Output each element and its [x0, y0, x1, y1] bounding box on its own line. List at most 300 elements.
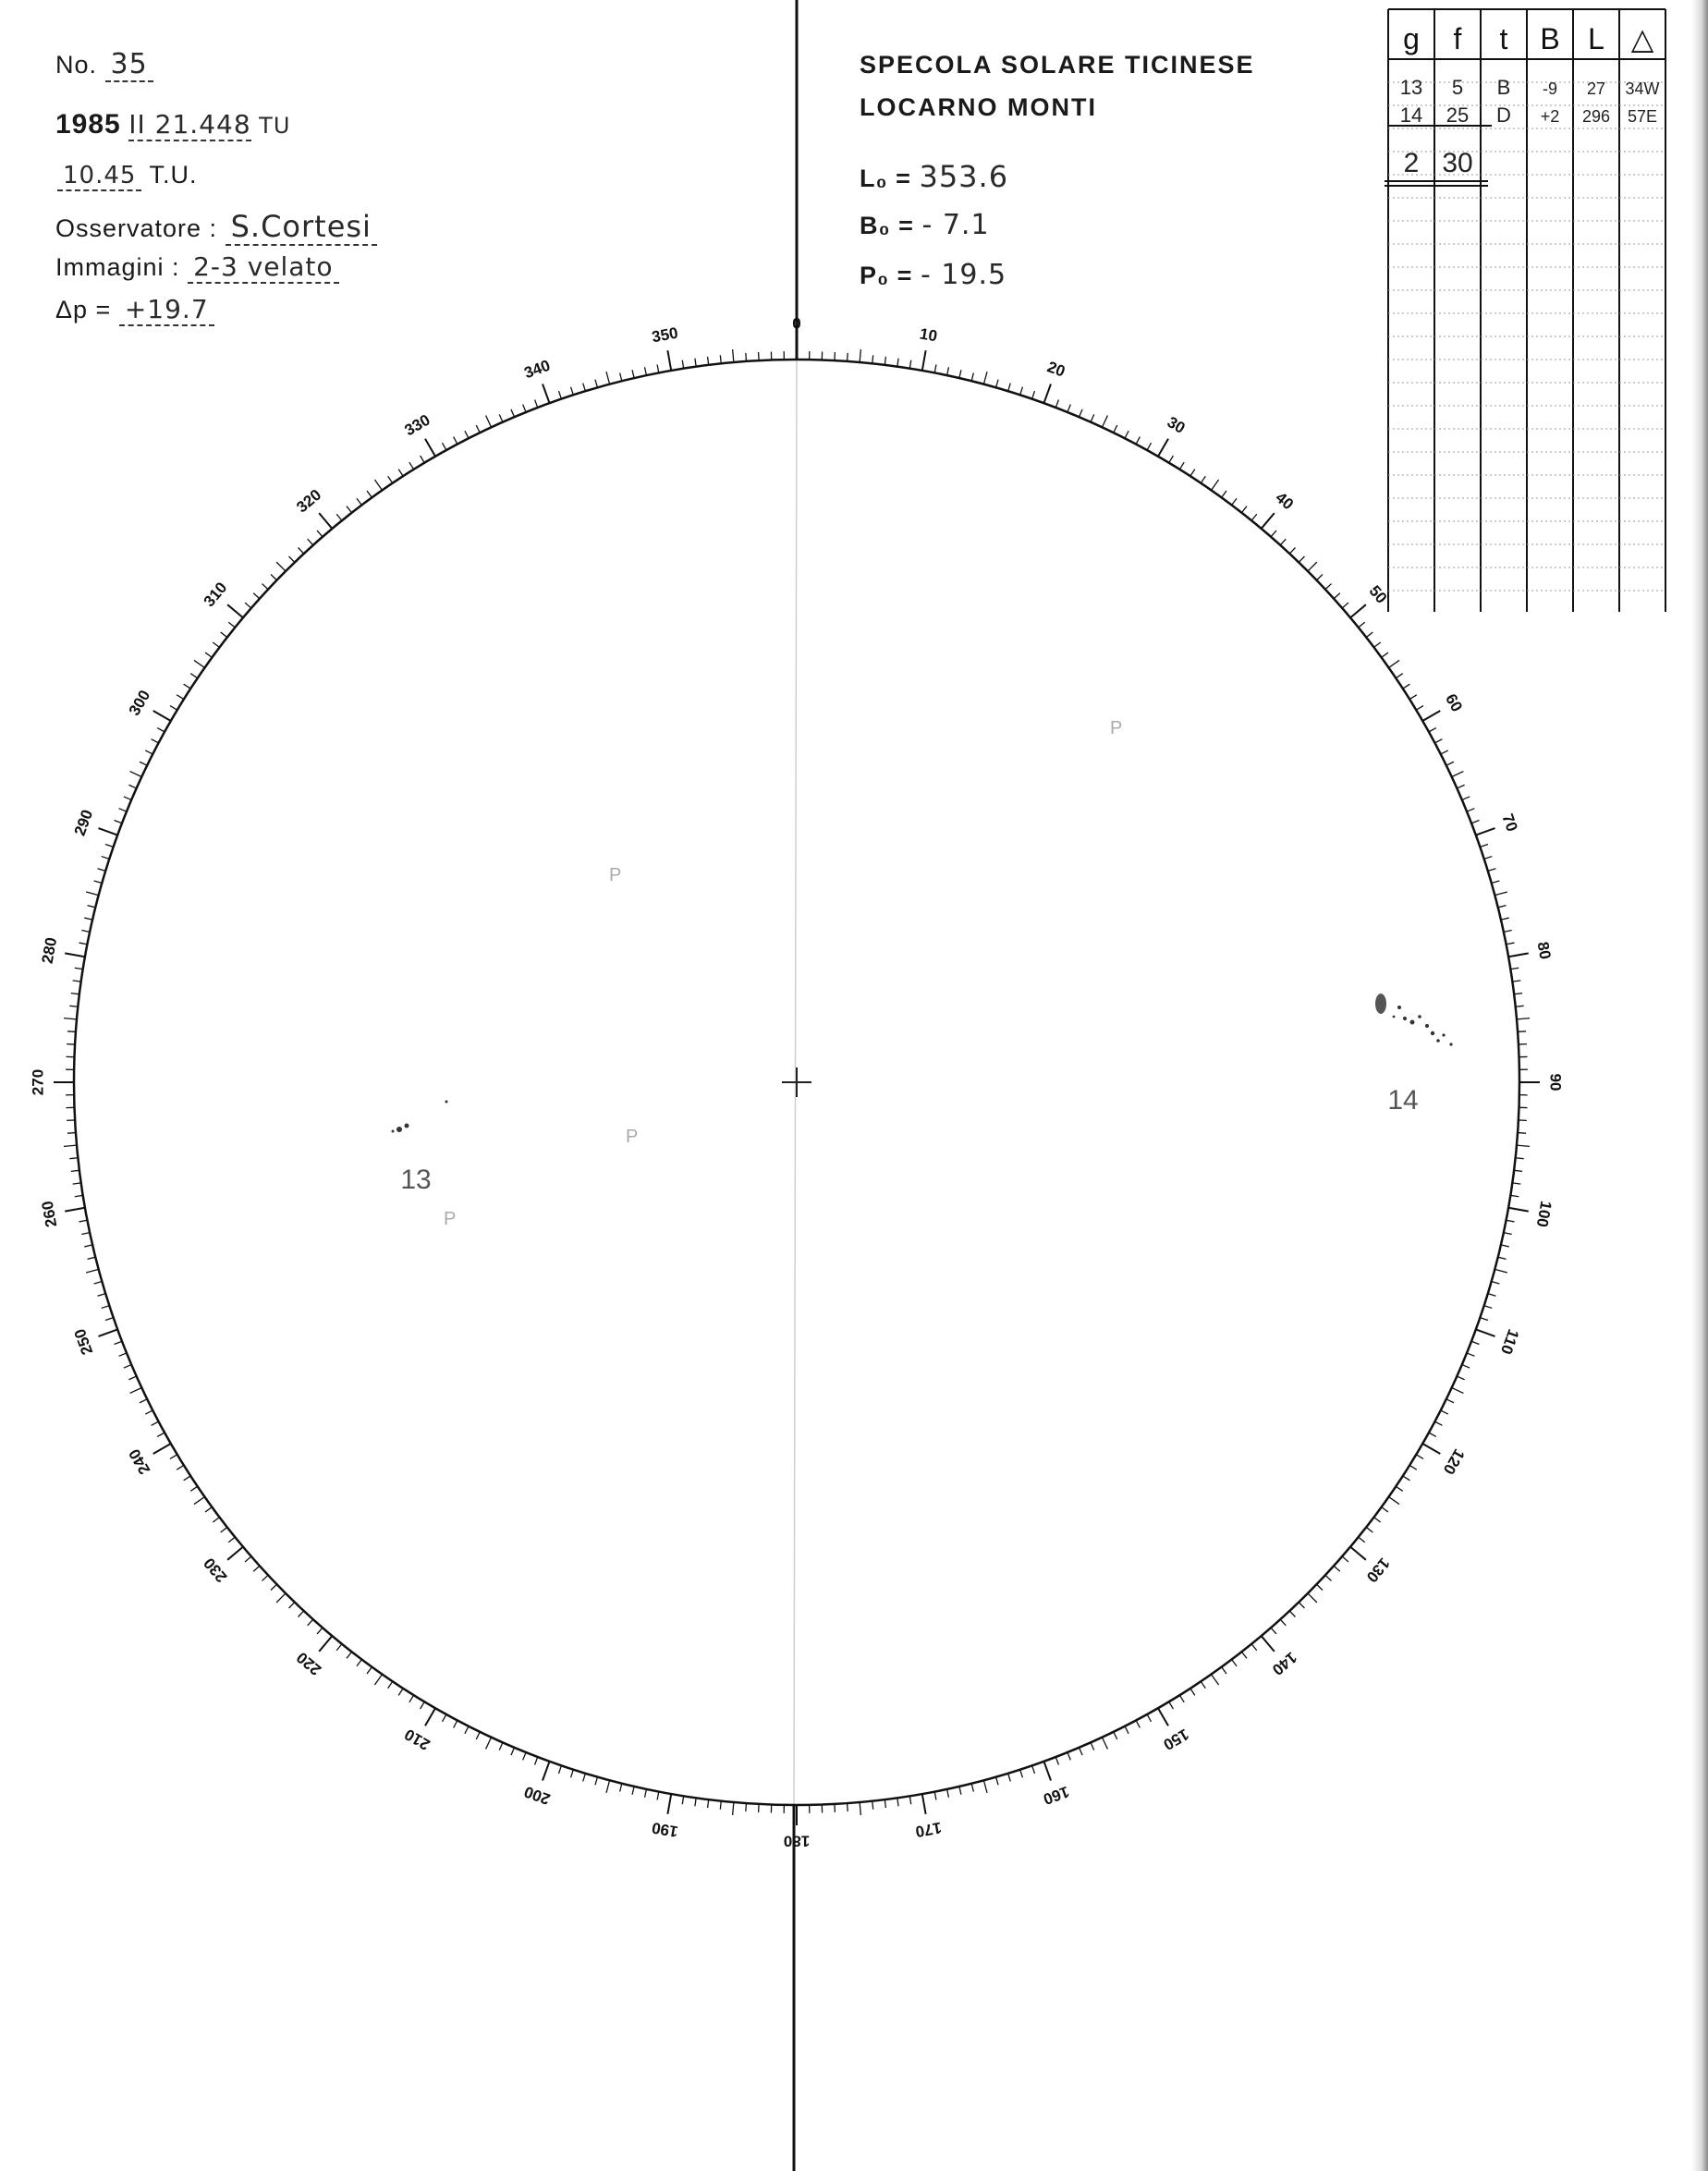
disk-tick [632, 370, 634, 378]
disk-tick [388, 476, 393, 482]
disk-tick [606, 1780, 610, 1793]
disk-tick-label-330: 330 [401, 410, 433, 440]
date-suffix: TU [259, 113, 291, 139]
disk-tick [253, 593, 260, 599]
disk-tick [1280, 539, 1286, 545]
disk-tick [1241, 1652, 1247, 1658]
disk-tick [140, 1399, 147, 1403]
disk-tick [1471, 1341, 1479, 1344]
disk-tick [1201, 476, 1205, 482]
disk-tick-label-310: 310 [200, 579, 231, 611]
disk-tick [194, 660, 204, 667]
disk-tick-label-240: 240 [125, 1445, 154, 1478]
disk-tick [130, 1387, 142, 1393]
disk-tick [84, 918, 92, 920]
disk-tick [1504, 931, 1512, 933]
disk-tick [947, 367, 949, 375]
disk-tick [499, 1742, 503, 1750]
disk-tick [65, 953, 85, 957]
disk-tick [1271, 531, 1276, 537]
disk-tick-label-50: 50 [1365, 581, 1391, 607]
disk-tick-label-130: 130 [1362, 1554, 1394, 1586]
disk-tick [73, 981, 81, 982]
disk-tick [476, 425, 480, 433]
disk-tick [124, 1365, 131, 1369]
disk-tick [1158, 1708, 1168, 1726]
disk-tick [1325, 584, 1332, 590]
disk-tick [1441, 1410, 1448, 1414]
disk-tick [87, 1257, 95, 1259]
B0-value: - 7.1 [921, 209, 990, 241]
disk-tick [86, 1269, 99, 1273]
disk-tick [535, 1757, 538, 1764]
disk-tick [708, 357, 709, 365]
disk-tick [105, 1318, 114, 1321]
disk-tick [884, 1799, 885, 1808]
disk-tick [1299, 556, 1304, 562]
B0-label: B₀ = [860, 212, 914, 239]
disk-tick [1480, 844, 1488, 847]
disk-tick [81, 931, 90, 933]
disk-tick-label-260: 260 [38, 1199, 61, 1229]
disk-tick [959, 1787, 961, 1795]
disk-tick [153, 711, 171, 721]
disk-tick [1510, 968, 1519, 969]
disk-tick [67, 1031, 76, 1032]
P0-label: P₀ = [860, 262, 913, 289]
disk-tick [511, 409, 515, 417]
disk-tick [996, 1777, 998, 1786]
disk-tick [1409, 1465, 1417, 1470]
disk-tick [1334, 1566, 1340, 1571]
disk-tick [1396, 1486, 1402, 1491]
disk-tick [347, 1652, 352, 1658]
disk-tick [1516, 1158, 1524, 1159]
disk-tick [1114, 425, 1117, 433]
disk-tick [1366, 1527, 1372, 1532]
disk-tick [454, 437, 458, 445]
disk-tick [336, 1644, 342, 1651]
disk-tick [465, 1726, 469, 1734]
disk-tick [213, 1518, 219, 1522]
disk-tick [620, 1784, 622, 1792]
disk-tick [1091, 1742, 1094, 1750]
disk-tick [1457, 785, 1464, 788]
disk-tick [398, 470, 403, 477]
disk-tick [1125, 431, 1128, 438]
disk-tick [1429, 1433, 1436, 1436]
date-value: II 21.448 [128, 109, 251, 140]
disk-tick [245, 1556, 251, 1562]
disk-tick [170, 1455, 177, 1459]
disk-tick [1422, 711, 1440, 721]
disk-tick [75, 968, 83, 969]
observatory-name: SPECOLA SOLARE TICINESE [860, 51, 1255, 79]
disk-tick [1032, 391, 1035, 399]
disk-tick [1480, 1318, 1488, 1321]
disk-tick [1504, 1233, 1512, 1235]
disk-tick [1020, 1770, 1023, 1778]
disk-tick [1452, 772, 1464, 777]
table-cell: 5 [1451, 76, 1464, 99]
disk-tick [184, 684, 191, 689]
disk-tick [606, 372, 610, 384]
disk-tick [299, 547, 304, 554]
L0-label: L₀ = [860, 165, 911, 192]
disk-tick [157, 728, 165, 732]
table-cell: D [1496, 104, 1511, 127]
disk-tick [486, 1738, 492, 1750]
disk-tick [1136, 437, 1140, 445]
disk-tick [486, 416, 492, 428]
disk-tick [1325, 1575, 1332, 1580]
disk-tick [695, 359, 696, 367]
disk-tick [98, 869, 106, 872]
table-total: 30 [1442, 148, 1473, 178]
sunspot [1436, 1039, 1440, 1043]
disk-tick [271, 1584, 276, 1590]
disk-tick [140, 762, 147, 765]
disk-tick [71, 1170, 79, 1171]
disk-tick [645, 1789, 647, 1798]
disk-tick [357, 498, 361, 505]
disk-tick [102, 857, 110, 860]
disk-tick [872, 1801, 873, 1810]
disk-tick-label-70: 70 [1498, 811, 1521, 835]
disk-tick [1422, 1444, 1440, 1454]
disk-tick [1147, 443, 1151, 450]
disk-tick [1334, 593, 1340, 599]
disk-tick [1484, 857, 1493, 860]
disk-tick [289, 556, 295, 562]
disk-tick-label-80: 80 [1533, 940, 1555, 961]
disk-tick [571, 387, 574, 396]
disk-tick-label-30: 30 [1164, 413, 1189, 437]
disk-tick [425, 1708, 435, 1726]
table-total: 2 [1403, 148, 1420, 178]
disk-tick [1232, 1660, 1237, 1666]
disk-tick [1289, 1611, 1295, 1617]
table-cell: 57E [1627, 107, 1658, 126]
disk-tick-label-110: 110 [1496, 1326, 1523, 1357]
disk-tick [157, 1433, 165, 1436]
disk-tick [922, 350, 926, 371]
disk-tick [1080, 1748, 1083, 1755]
disk-tick [115, 821, 122, 823]
disk-tick [682, 360, 683, 369]
disk-tick [583, 1774, 586, 1782]
disk-tick-label-140: 140 [1268, 1648, 1300, 1679]
disk-tick [367, 491, 372, 497]
disk-tick [1342, 1556, 1348, 1562]
disk-tick [84, 1245, 92, 1247]
disk-tick [1179, 1695, 1184, 1702]
disk-tick [897, 359, 898, 367]
disk-tick [227, 1547, 243, 1560]
disk-tick [87, 906, 95, 908]
disk-tick [1374, 1518, 1381, 1522]
disk-tick [177, 1465, 184, 1470]
disk-tick [1416, 706, 1423, 711]
disk-tick [347, 506, 352, 513]
disk-tick [1494, 1269, 1507, 1273]
disk-tick [523, 1752, 526, 1760]
disk-tick [205, 1507, 212, 1512]
disk-tick-label-20: 20 [1044, 358, 1068, 381]
disk-tick [190, 1486, 197, 1491]
sunspot [1425, 1024, 1429, 1028]
disk-tick [1492, 881, 1500, 883]
disk-tick [102, 1306, 110, 1309]
disk-tick [128, 785, 136, 788]
disk-tick [983, 1780, 987, 1793]
disk-tick [409, 462, 414, 470]
disk-tick [308, 1619, 313, 1626]
disk-tick [1462, 1365, 1470, 1369]
table-header-2: t [1499, 22, 1508, 55]
disk-tick [1271, 1628, 1276, 1634]
disk-tick [64, 1145, 77, 1146]
disk-tick [319, 513, 332, 529]
disk-tick [81, 1233, 90, 1235]
disk-tick [1517, 1018, 1530, 1019]
disk-tick [1462, 797, 1470, 800]
sunspot [1397, 1006, 1401, 1009]
disk-tick-label-250: 250 [70, 1326, 97, 1358]
disk-tick [971, 372, 973, 381]
sunspot [1375, 994, 1386, 1014]
disk-tick [733, 349, 734, 362]
disk-tick-label-180: 180 [783, 1832, 811, 1850]
disk-tick [98, 1329, 117, 1336]
disk-tick [152, 1421, 159, 1425]
disk-tick-label-270: 270 [29, 1068, 47, 1096]
disk-tick [94, 881, 103, 883]
disk-tick [308, 539, 313, 545]
disk-tick [317, 1628, 323, 1634]
disk-tick [1091, 414, 1094, 421]
disk-tick [409, 1695, 414, 1702]
table-cell: 25 [1446, 104, 1470, 127]
disk-tick [1512, 1183, 1520, 1184]
disk-tick [65, 1208, 85, 1212]
disk-tick [1222, 1667, 1226, 1674]
disk-tick [947, 1789, 949, 1798]
disk-tick [1068, 405, 1070, 412]
disk-tick [1158, 439, 1168, 457]
sunspot [1418, 1015, 1421, 1018]
disk-tick [1434, 739, 1442, 743]
sunspot [392, 1130, 395, 1133]
sunspot [1442, 1033, 1445, 1036]
disk-tick [872, 355, 873, 363]
disk-tick [79, 943, 88, 945]
table-cell: -9 [1542, 79, 1558, 98]
sunspot [1403, 1017, 1407, 1020]
disk-tick [909, 1796, 910, 1804]
group-label-13: 13 [400, 1165, 432, 1195]
disk-tick [1359, 622, 1365, 628]
disk-tick [1512, 981, 1520, 982]
disk-tick [227, 604, 243, 617]
disk-tick [1251, 514, 1257, 520]
disk-tick [1484, 1306, 1493, 1309]
table-cell: 13 [1399, 76, 1423, 99]
disk-tick [221, 1527, 227, 1532]
disk-tick [571, 1770, 574, 1778]
disk-tick [934, 365, 936, 373]
disk-tick [543, 1762, 550, 1781]
disk-tick [1510, 1195, 1519, 1196]
disk-tick [213, 642, 219, 647]
disk-tick [299, 1611, 304, 1617]
disk-tick [75, 1195, 83, 1196]
disk-tick [194, 1497, 204, 1505]
disk-tick [746, 353, 747, 361]
disk-tick [1476, 1329, 1495, 1336]
disk-tick [1452, 1387, 1464, 1393]
disk-tick [425, 439, 435, 457]
disk-tick [1350, 604, 1366, 617]
page-edge-shadow [1691, 0, 1708, 2171]
disk-tick [1299, 1603, 1304, 1608]
disk-tick-label-190: 190 [650, 1818, 680, 1841]
disk-tick [1498, 1257, 1507, 1259]
disk-tick [884, 357, 885, 365]
disk-tick [1508, 953, 1529, 957]
disk-tick-label-280: 280 [38, 935, 61, 966]
disk-tick [1190, 1689, 1195, 1696]
disk-tick [276, 562, 286, 571]
disk-tick [1232, 498, 1237, 505]
disk-tick [1389, 1497, 1399, 1505]
disk-tick [1457, 1376, 1464, 1380]
disk-tick [971, 1784, 973, 1792]
disk-tick [523, 405, 526, 412]
disk-tick [934, 1792, 936, 1800]
disk-tick [959, 370, 961, 378]
disk-tick [184, 1476, 191, 1481]
disk-tick [153, 1444, 171, 1454]
disk-tick [583, 384, 586, 392]
disk-tick [398, 1689, 403, 1696]
disk-tick [708, 1799, 709, 1808]
disk-tick [595, 380, 597, 388]
disk-tick [1416, 1455, 1423, 1459]
disk-tick [317, 531, 323, 537]
table-cell: 27 [1586, 79, 1606, 98]
disk-tick-label-340: 340 [521, 356, 553, 383]
sunspot [1449, 1043, 1452, 1045]
disk-tick [1212, 1675, 1219, 1685]
disk-tick [1389, 660, 1399, 667]
disk-tick [1147, 1714, 1151, 1722]
disk-tick [1179, 462, 1184, 470]
disk-tick-label-160: 160 [1041, 1782, 1072, 1809]
images-label: Immagini : [55, 253, 180, 281]
sunspot [396, 1127, 402, 1132]
disk-tick [124, 797, 131, 800]
disk-tick [86, 892, 99, 896]
disk-tick [558, 391, 561, 399]
disk-tick [1020, 387, 1023, 396]
disk-tick [319, 1636, 332, 1652]
table-header-0: g [1403, 22, 1420, 55]
disk-tick [720, 1801, 721, 1810]
facula-mark: P [1110, 718, 1123, 738]
disk-tick [1102, 416, 1107, 428]
disk-tick [64, 1018, 77, 1019]
time-value: 10.45 [57, 162, 141, 191]
disk-tick [1055, 1757, 1058, 1764]
disk-tick [262, 1575, 268, 1580]
disk-tick [79, 1220, 88, 1222]
disk-tick [105, 844, 114, 847]
facula-mark: P [444, 1209, 457, 1229]
disk-tick [1262, 1636, 1275, 1652]
disk-tick [645, 367, 647, 375]
disk-tick [245, 603, 251, 608]
table-cell: B [1496, 76, 1511, 99]
disk-tick [1501, 918, 1509, 920]
observer-label: Osservatore : [55, 214, 218, 242]
disk-tick [1374, 642, 1381, 647]
disk-tick-label-300: 300 [125, 687, 154, 719]
disk-tick [190, 674, 197, 678]
sunspot [445, 1101, 448, 1104]
disk-tick [733, 1802, 734, 1815]
disk-tick [1471, 821, 1479, 823]
disk-tick [1114, 1732, 1117, 1739]
disk-tick [145, 1410, 152, 1414]
disk-tick [1446, 762, 1454, 765]
disk-tick [336, 514, 342, 520]
disk-tick [620, 372, 622, 381]
disk-tick [145, 750, 152, 754]
disk-tick [177, 695, 184, 700]
disk-tick [1476, 828, 1495, 835]
disk-tick-label-0: 0 [792, 314, 801, 333]
disk-tick [421, 1701, 425, 1709]
dp-label: Δp = [55, 296, 112, 323]
disk-tick [1492, 1282, 1500, 1284]
disk-tick [922, 1794, 926, 1814]
disk-tick [119, 1353, 127, 1356]
number-label: No. [55, 51, 98, 79]
disk-tick [1102, 1738, 1107, 1750]
disk-tick [657, 365, 659, 373]
disk-tick-label-320: 320 [293, 485, 325, 517]
images-value: 2-3 velato [188, 251, 338, 284]
disk-tick [1032, 1765, 1035, 1774]
disk-tick [1043, 1762, 1051, 1781]
disk-tick [289, 1603, 295, 1608]
disk-tick [632, 1787, 634, 1795]
disk-tick [543, 384, 550, 403]
disk-tick [1241, 506, 1247, 513]
disk-tick-label-220: 220 [293, 1648, 325, 1679]
disk-tick [1080, 409, 1083, 417]
disk-tick [1441, 750, 1448, 754]
disk-tick [1055, 400, 1058, 408]
disk-tick [1409, 695, 1417, 700]
disk-tick [682, 1796, 683, 1804]
disk-tick [1308, 1593, 1317, 1603]
disk-tick [94, 1282, 103, 1284]
disk-tick [367, 1667, 372, 1674]
disk-tick [98, 1294, 106, 1297]
disk-tick [1169, 456, 1174, 463]
